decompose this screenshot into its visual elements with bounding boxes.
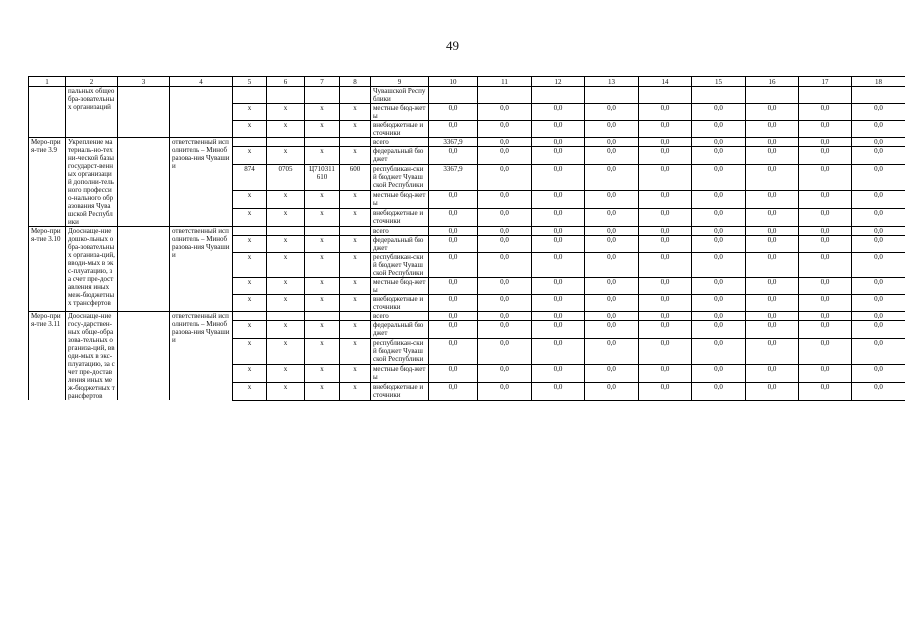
- amount-cell: 0,0: [585, 321, 639, 339]
- amount-cell: 0,0: [639, 253, 692, 278]
- amount-cell: 0,0: [585, 191, 639, 209]
- code-expense-group: х: [340, 382, 371, 400]
- code-expense-group: х: [340, 121, 371, 138]
- measure-number: [29, 87, 66, 138]
- amount-cell: 0,0: [532, 236, 585, 253]
- amount-cell: 0,0: [532, 278, 585, 295]
- measure-block: [29, 312, 905, 401]
- funding-source: внебюджетные источники: [371, 295, 429, 312]
- amount-cell: 0,0: [639, 191, 692, 209]
- code-section: 0705: [267, 165, 305, 191]
- page-number: 49: [446, 38, 459, 53]
- funding-source: всего: [371, 227, 429, 236]
- amount-cell: 0,0: [746, 104, 799, 121]
- measure-name: Укрепление материаль-но-техни-ческой базы государст-венных организаций дополни-тельного профессио-нального образования Чувашской Республики: [66, 138, 118, 227]
- amount-cell: 0,0: [585, 339, 639, 365]
- amount-cell: 0,0: [746, 191, 799, 209]
- code-grbs: х: [233, 321, 267, 339]
- code-target-article: х: [305, 191, 340, 209]
- amount-cell: 0,0: [692, 339, 746, 365]
- code-expense-group: х: [340, 278, 371, 295]
- amount-cell: 0,0: [799, 365, 852, 383]
- amount-cell: 0,0: [639, 295, 692, 312]
- amount-cell: 0,0: [532, 339, 585, 365]
- header-cell: 8: [340, 77, 371, 87]
- amount-cell: 0,0: [585, 253, 639, 278]
- funding-source: местные бюд-жеты: [371, 104, 429, 121]
- measure-name: Дооснаще-ние госу-дарствен-ных обще-образова-тельных организа-ций, вводи-мых в экс-плуатацию, за счет пре-доставления иных меж-бюджетных трансфертов: [66, 312, 118, 401]
- amount-cell: 0,0: [585, 312, 639, 321]
- code-grbs: х: [233, 295, 267, 312]
- funding-source: местные бюд-жеты: [371, 278, 429, 295]
- amount-cell: 0,0: [852, 138, 905, 147]
- amount-cell: 0,0: [852, 236, 905, 253]
- amount-cell: 0,0: [852, 209, 905, 227]
- code-expense-group: [340, 227, 371, 236]
- amount-cell: 0,0: [639, 236, 692, 253]
- funding-source: всего: [371, 138, 429, 147]
- amount-cell: 0,0: [746, 278, 799, 295]
- measure-name: пальных общеобра-зовательных организаций: [66, 87, 118, 138]
- amount-cell: 0,0: [478, 365, 532, 383]
- amount-cell: 0,0: [692, 121, 746, 138]
- code-grbs: [233, 227, 267, 236]
- code-section: х: [267, 209, 305, 227]
- amount-cell: 0,0: [532, 191, 585, 209]
- amount-cell: 0,0: [478, 382, 532, 400]
- amount-cell: 0,0: [532, 295, 585, 312]
- amount-cell: 0,0: [799, 321, 852, 339]
- code-expense-group: [340, 312, 371, 321]
- empty-cell: [118, 227, 170, 312]
- header-cell: 14: [639, 77, 692, 87]
- amount-cell: 0,0: [585, 227, 639, 236]
- funding-source: внебюджетные источники: [371, 121, 429, 138]
- measure-block: [29, 227, 905, 312]
- amount-cell: 0,0: [429, 227, 478, 236]
- amount-cell: 0,0: [692, 104, 746, 121]
- code-target-article: х: [305, 339, 340, 365]
- funding-source: федеральный бюджет: [371, 321, 429, 339]
- code-section: х: [267, 339, 305, 365]
- amount-cell: 0,0: [532, 365, 585, 383]
- code-section: х: [267, 321, 305, 339]
- amount-cell: 0,0: [746, 312, 799, 321]
- amount-cell: 0,0: [532, 138, 585, 147]
- amount-cell: 0,0: [585, 121, 639, 138]
- code-target-article: [305, 227, 340, 236]
- code-section: х: [267, 382, 305, 400]
- responsible-executor: ответственный исполнитель – Минобразова-ния Чувашии: [170, 227, 233, 312]
- header-cell: 16: [746, 77, 799, 87]
- responsible-executor: ответственный исполнитель – Минобразова-ния Чувашии: [170, 138, 233, 227]
- amount-cell: 0,0: [429, 339, 478, 365]
- code-expense-group: [340, 138, 371, 147]
- amount-cell: 0,0: [585, 278, 639, 295]
- amount-cell: 0,0: [852, 253, 905, 278]
- code-target-article: х: [305, 295, 340, 312]
- table-row: [29, 312, 905, 321]
- code-section: [267, 312, 305, 321]
- code-expense-group: х: [340, 253, 371, 278]
- amount-cell: 0,0: [532, 382, 585, 400]
- amount-cell: 0,0: [746, 365, 799, 383]
- code-section: [267, 87, 305, 104]
- empty-cell: [118, 312, 170, 401]
- amount-cell: 0,0: [852, 312, 905, 321]
- header-cell: 17: [799, 77, 852, 87]
- header-cell: 3: [118, 77, 170, 87]
- amount-cell: 0,0: [852, 104, 905, 121]
- amount-cell: 0,0: [692, 312, 746, 321]
- measure-block: [29, 87, 905, 138]
- amount-cell: 0,0: [852, 227, 905, 236]
- funding-source: республикан-ский бюджет Чувашской Республики: [371, 339, 429, 365]
- amount-cell: [852, 87, 905, 104]
- amount-cell: [532, 87, 585, 104]
- amount-cell: 0,0: [532, 147, 585, 165]
- code-grbs: [233, 138, 267, 147]
- amount-cell: 0,0: [639, 321, 692, 339]
- amount-cell: 0,0: [799, 253, 852, 278]
- amount-cell: 0,0: [799, 278, 852, 295]
- amount-cell: 0,0: [532, 227, 585, 236]
- code-grbs: [233, 87, 267, 104]
- amount-cell: 0,0: [429, 321, 478, 339]
- code-target-article: х: [305, 209, 340, 227]
- amount-cell: [478, 87, 532, 104]
- amount-cell: 0,0: [852, 191, 905, 209]
- code-expense-group: х: [340, 321, 371, 339]
- funding-source: внебюджетные источники: [371, 382, 429, 400]
- code-expense-group: х: [340, 295, 371, 312]
- code-expense-group: 600: [340, 165, 371, 191]
- code-target-article: х: [305, 121, 340, 138]
- amount-cell: 0,0: [639, 104, 692, 121]
- amount-cell: 0,0: [799, 191, 852, 209]
- amount-cell: 0,0: [692, 147, 746, 165]
- amount-cell: 0,0: [585, 382, 639, 400]
- amount-cell: 0,0: [532, 165, 585, 191]
- table-row: [29, 138, 905, 147]
- code-section: х: [267, 104, 305, 121]
- code-expense-group: х: [340, 365, 371, 383]
- amount-cell: [429, 87, 478, 104]
- amount-cell: 0,0: [692, 295, 746, 312]
- code-expense-group: х: [340, 236, 371, 253]
- header-cell: 15: [692, 77, 746, 87]
- amount-cell: 0,0: [852, 278, 905, 295]
- amount-cell: 0,0: [692, 278, 746, 295]
- amount-cell: 0,0: [478, 138, 532, 147]
- amount-cell: 0,0: [429, 191, 478, 209]
- amount-cell: 0,0: [746, 382, 799, 400]
- amount-cell: 0,0: [478, 236, 532, 253]
- funding-source: республикан-ский бюджет Чувашской Республики: [371, 165, 429, 191]
- amount-cell: 0,0: [429, 278, 478, 295]
- amount-cell: 0,0: [532, 321, 585, 339]
- amount-cell: 0,0: [746, 227, 799, 236]
- amount-cell: 0,0: [746, 209, 799, 227]
- amount-cell: 0,0: [852, 165, 905, 191]
- amount-cell: 0,0: [746, 339, 799, 365]
- funding-source: федеральный бюджет: [371, 147, 429, 165]
- amount-cell: 0,0: [692, 165, 746, 191]
- amount-cell: 0,0: [429, 209, 478, 227]
- amount-cell: 0,0: [585, 104, 639, 121]
- amount-cell: 0,0: [799, 236, 852, 253]
- code-section: х: [267, 278, 305, 295]
- funding-source: местные бюд-жеты: [371, 365, 429, 383]
- code-expense-group: х: [340, 209, 371, 227]
- amount-cell: 0,0: [746, 147, 799, 165]
- amount-cell: 0,0: [692, 236, 746, 253]
- amount-cell: 0,0: [639, 278, 692, 295]
- amount-cell: 0,0: [478, 227, 532, 236]
- code-expense-group: х: [340, 147, 371, 165]
- code-grbs: х: [233, 121, 267, 138]
- code-target-article: х: [305, 365, 340, 383]
- funding-source: внебюджетные источники: [371, 209, 429, 227]
- amount-cell: 0,0: [852, 365, 905, 383]
- amount-cell: 0,0: [852, 295, 905, 312]
- amount-cell: [692, 87, 746, 104]
- header-cell: 12: [532, 77, 585, 87]
- amount-cell: 0,0: [429, 236, 478, 253]
- amount-cell: 0,0: [478, 121, 532, 138]
- code-grbs: х: [233, 104, 267, 121]
- code-target-article: х: [305, 147, 340, 165]
- code-target-article: х: [305, 321, 340, 339]
- amount-cell: 0,0: [799, 104, 852, 121]
- code-grbs: х: [233, 339, 267, 365]
- amount-cell: 0,0: [532, 104, 585, 121]
- amount-cell: 0,0: [478, 321, 532, 339]
- code-grbs: [233, 312, 267, 321]
- amount-cell: 0,0: [532, 312, 585, 321]
- code-section: х: [267, 295, 305, 312]
- code-grbs: х: [233, 191, 267, 209]
- amount-cell: 0,0: [585, 209, 639, 227]
- amount-cell: 0,0: [585, 165, 639, 191]
- amount-cell: 0,0: [585, 365, 639, 383]
- funding-source: Чувашской Республики: [371, 87, 429, 104]
- amount-cell: 0,0: [585, 295, 639, 312]
- amount-cell: 3367,9: [429, 138, 478, 147]
- code-section: х: [267, 121, 305, 138]
- code-target-article: х: [305, 236, 340, 253]
- amount-cell: [585, 87, 639, 104]
- amount-cell: 0,0: [478, 191, 532, 209]
- amount-cell: 0,0: [639, 312, 692, 321]
- amount-cell: 0,0: [429, 121, 478, 138]
- measure-block: [29, 138, 905, 227]
- amount-cell: 0,0: [692, 321, 746, 339]
- code-grbs: х: [233, 147, 267, 165]
- amount-cell: 0,0: [429, 295, 478, 312]
- amount-cell: 0,0: [692, 209, 746, 227]
- code-grbs: х: [233, 365, 267, 383]
- amount-cell: 0,0: [852, 121, 905, 138]
- amount-cell: 0,0: [478, 104, 532, 121]
- amount-cell: 0,0: [639, 209, 692, 227]
- header-cell: 4: [170, 77, 233, 87]
- amount-cell: 0,0: [429, 382, 478, 400]
- amount-cell: 0,0: [429, 104, 478, 121]
- code-section: [267, 227, 305, 236]
- amount-cell: 0,0: [746, 138, 799, 147]
- measure-number: Меро-прия-тие 3.11: [29, 312, 66, 401]
- funding-source: местные бюд-жеты: [371, 191, 429, 209]
- amount-cell: [746, 87, 799, 104]
- header-cell: 13: [585, 77, 639, 87]
- amount-cell: 0,0: [852, 147, 905, 165]
- amount-cell: 0,0: [799, 147, 852, 165]
- amount-cell: 0,0: [746, 253, 799, 278]
- code-target-article: [305, 312, 340, 321]
- amount-cell: 0,0: [478, 253, 532, 278]
- amount-cell: 0,0: [532, 121, 585, 138]
- amount-cell: 0,0: [799, 121, 852, 138]
- funding-source: всего: [371, 312, 429, 321]
- amount-cell: 0,0: [692, 138, 746, 147]
- code-target-article: х: [305, 253, 340, 278]
- measure-number: Меро-прия-тие 3.9: [29, 138, 66, 227]
- code-target-article: [305, 138, 340, 147]
- code-target-article: х: [305, 382, 340, 400]
- funding-source: республикан-ский бюджет Чувашской Республики: [371, 253, 429, 278]
- amount-cell: 0,0: [639, 227, 692, 236]
- amount-cell: 0,0: [799, 339, 852, 365]
- code-target-article: х: [305, 104, 340, 121]
- amount-cell: [799, 87, 852, 104]
- header-cell: 7: [305, 77, 340, 87]
- code-expense-group: х: [340, 339, 371, 365]
- header-cell: 1: [29, 77, 66, 87]
- amount-cell: 0,0: [799, 209, 852, 227]
- header-cell: 2: [66, 77, 118, 87]
- amount-cell: 0,0: [799, 382, 852, 400]
- amount-cell: 0,0: [852, 321, 905, 339]
- amount-cell: 0,0: [746, 121, 799, 138]
- amount-cell: 0,0: [639, 121, 692, 138]
- measure-number: Меро-прия-тие 3.10: [29, 227, 66, 312]
- code-expense-group: х: [340, 104, 371, 121]
- code-grbs: х: [233, 278, 267, 295]
- amount-cell: 0,0: [478, 209, 532, 227]
- code-target-article: [305, 87, 340, 104]
- code-grbs: х: [233, 209, 267, 227]
- amount-cell: 0,0: [852, 339, 905, 365]
- responsible-executor: [170, 87, 233, 138]
- amount-cell: 3367,9: [429, 165, 478, 191]
- header-cell: 10: [429, 77, 478, 87]
- amount-cell: 0,0: [639, 365, 692, 383]
- responsible-executor: ответственный исполнитель – Минобразова-ния Чувашии: [170, 312, 233, 401]
- table-row: [29, 87, 905, 104]
- amount-cell: 0,0: [852, 382, 905, 400]
- header-cell: 18: [852, 77, 905, 87]
- amount-cell: 0,0: [746, 321, 799, 339]
- amount-cell: 0,0: [532, 253, 585, 278]
- amount-cell: 0,0: [692, 382, 746, 400]
- amount-cell: 0,0: [532, 209, 585, 227]
- amount-cell: [639, 87, 692, 104]
- amount-cell: 0,0: [799, 227, 852, 236]
- amount-cell: 0,0: [478, 147, 532, 165]
- amount-cell: 0,0: [746, 295, 799, 312]
- amount-cell: 0,0: [639, 339, 692, 365]
- code-expense-group: [340, 87, 371, 104]
- header-cell: 11: [478, 77, 532, 87]
- code-section: х: [267, 236, 305, 253]
- code-section: [267, 138, 305, 147]
- code-target-article: х: [305, 278, 340, 295]
- funding-source: федеральный бюджет: [371, 236, 429, 253]
- header-cell: 5: [233, 77, 267, 87]
- amount-cell: 0,0: [478, 165, 532, 191]
- amount-cell: 0,0: [799, 295, 852, 312]
- amount-cell: 0,0: [585, 236, 639, 253]
- code-section: х: [267, 191, 305, 209]
- header-cell: 9: [371, 77, 429, 87]
- amount-cell: 0,0: [639, 165, 692, 191]
- amount-cell: 0,0: [799, 312, 852, 321]
- amount-cell: 0,0: [429, 253, 478, 278]
- amount-cell: 0,0: [799, 138, 852, 147]
- amount-cell: 0,0: [799, 165, 852, 191]
- amount-cell: 0,0: [478, 312, 532, 321]
- amount-cell: 0,0: [429, 312, 478, 321]
- budget-table: [28, 76, 905, 401]
- code-target-article: Ц710311 610: [305, 165, 340, 191]
- code-grbs: х: [233, 382, 267, 400]
- amount-cell: 0,0: [746, 236, 799, 253]
- code-section: х: [267, 253, 305, 278]
- amount-cell: 0,0: [692, 191, 746, 209]
- amount-cell: 0,0: [429, 147, 478, 165]
- code-grbs: 874: [233, 165, 267, 191]
- amount-cell: 0,0: [746, 165, 799, 191]
- amount-cell: 0,0: [639, 147, 692, 165]
- code-section: х: [267, 365, 305, 383]
- code-grbs: х: [233, 236, 267, 253]
- amount-cell: 0,0: [585, 138, 639, 147]
- code-expense-group: х: [340, 191, 371, 209]
- code-grbs: х: [233, 253, 267, 278]
- amount-cell: 0,0: [639, 382, 692, 400]
- header-cell: 6: [267, 77, 305, 87]
- amount-cell: 0,0: [692, 227, 746, 236]
- amount-cell: 0,0: [692, 365, 746, 383]
- amount-cell: 0,0: [478, 295, 532, 312]
- empty-cell: [118, 138, 170, 227]
- amount-cell: 0,0: [478, 278, 532, 295]
- header-row: [29, 77, 905, 87]
- empty-cell: [118, 87, 170, 138]
- amount-cell: 0,0: [639, 138, 692, 147]
- amount-cell: 0,0: [692, 253, 746, 278]
- amount-cell: 0,0: [478, 339, 532, 365]
- measure-name: Дооснаще-ние дошко-льных обра-зовательных организа-ций, вводи-мых в экс-плуатацию, за счет пре-доставления иных меж-бюджетных трансфертов: [66, 227, 118, 312]
- amount-cell: 0,0: [429, 365, 478, 383]
- table-row: [29, 227, 905, 236]
- code-section: х: [267, 147, 305, 165]
- amount-cell: 0,0: [585, 147, 639, 165]
